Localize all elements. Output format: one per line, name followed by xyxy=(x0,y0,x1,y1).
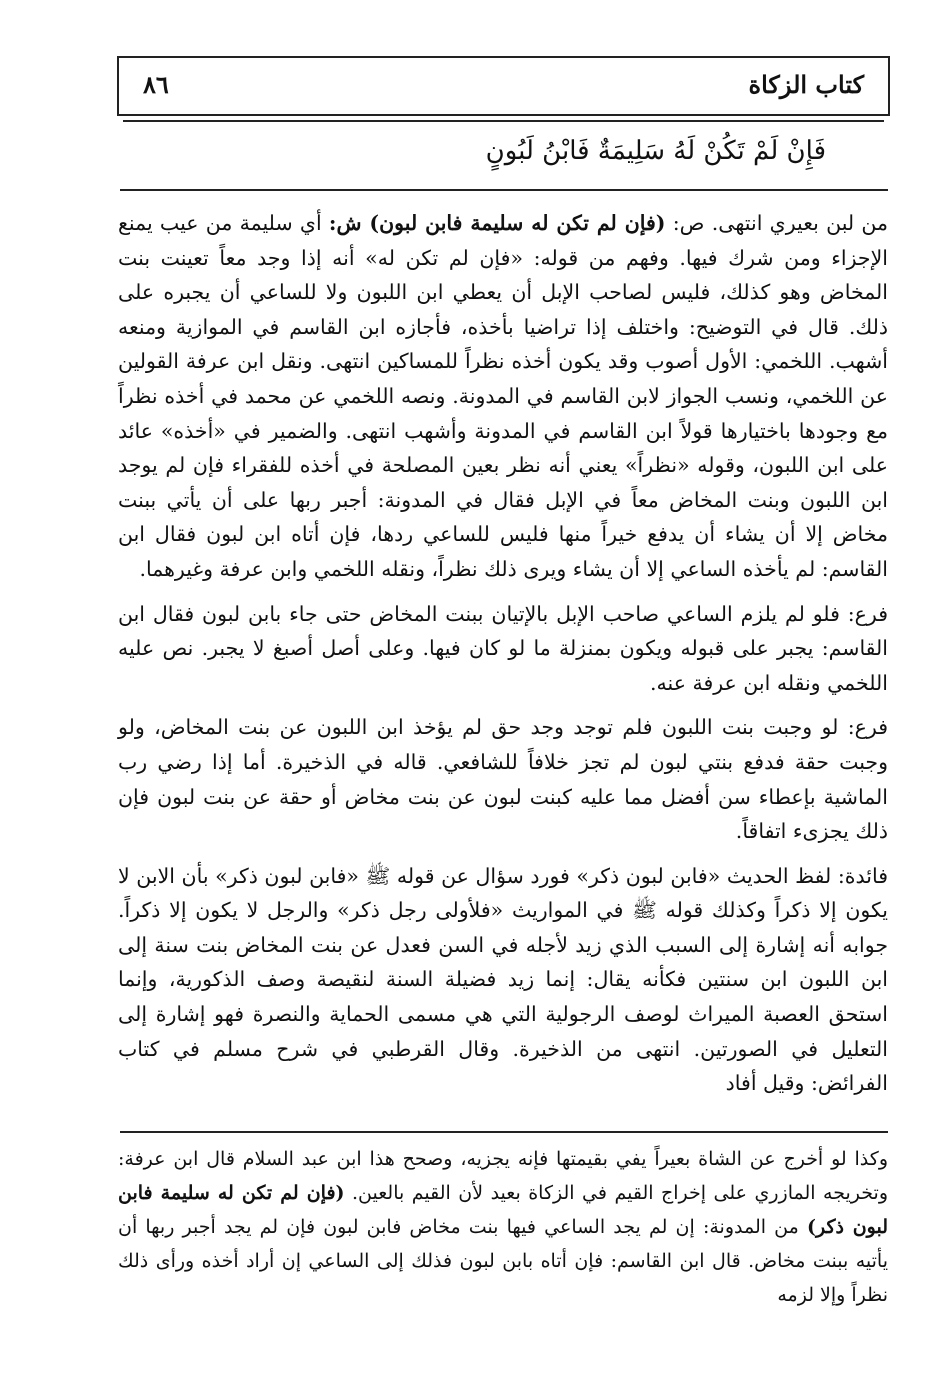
footnote-c: من المدونة: إن لم يجد الساعي فيها بنت مخاض فابن لبون فإن لم يجد أجبر ربها أن يأتيه ببنت مخاض. قال ابن القاسم: فإن أتاه بابن لبون فذلك إلى الساعي إن أراد أخذه ورأى ذلك نظراً وإلا لزمه xyxy=(118,1216,888,1306)
p1-text: أي سليمة من عيب يمنع الإجزاء ومن شرك فيها. وفهم من قوله: «فإن لم تكن له» أنه إذا وجد معاً تعينت بنت المخاض وهو كذلك، فليس لصاحب الإبل أن يعطي ابن اللبون ولا للساعي أن يجبره على ذلك. قال في التوضيح: واختلف إذا تراضيا بأخذه، فأجازه ابن القاسم في الموازية ومنعه أشهب. اللخمي: الأول أصوب وقد يكون أخذه نظراً للمساكين انتهى. ونقل ابن عرفة القولين عن اللخمي، ونسب الجواز لابن القاسم في المدونة. ونصه اللخمي عن محمد في أخذه نظراً مع وجودها باختيارها قولاً ابن القاسم في المدونة وأشهب انتهى. والضمير في «أخذه» عائد على ابن اللبون، وقوله «نظراً» يعني أنه نظر بعين المصلحة في أخذه للفقراء فإن لم يوجد ابن اللبون وبنت المخاض معاً في الإبل فقال في المدونة: أجبر ربها على أن يأتي ببنت مخاض إلا أن يشاء أن يدفع خيراً منها فليس للساعي ردها، فإن أتاه ابن لبون فقال ابن القاسم: لم يأخذه الساعي إلا أن يشاء ويرى ذلك نظراً، ونقله اللخمي وابن عرفة وغيرهما. xyxy=(118,211,888,581)
running-header xyxy=(117,56,890,116)
footnote-divider xyxy=(120,1131,888,1133)
paragraph-2: فرع: فلو لم يلزم الساعي صاحب الإبل بالإتيان ببنت المخاض حتى جاء بابن لبون فقال ابن القاسم: يجبر على قبوله ويكون بمنزلة ما لو كان فيها. وعلى أصل أصبغ لا يجبر. نص عليه اللخمي ونقله ابن عرفة عنه. xyxy=(118,601,888,695)
footnote-paragraph xyxy=(118,1142,888,1312)
chapter-title: كتاب الزكاة xyxy=(748,70,864,99)
top-divider xyxy=(120,189,888,191)
footnote-a: وكذا لو أخرج عن الشاة بعيراً يفي بقيمتها فإنه يجزيه، وصحح هذا ابن عبد السلام قال ابن عرفة: وتخريجه المازري على إخراج القيم في الزكاة بعيد لأن القيم بالعين. xyxy=(118,1148,888,1204)
matn-verse: فَإِنْ لَمْ تَكُنْ لَهُ سَلِيمَةٌ فَابْنُ لَبُونٍ xyxy=(485,136,826,166)
p1-quote: (فإن لم تكن له سليمة فابن لبون) ش: xyxy=(328,211,666,235)
page-number: ٨٦ xyxy=(143,70,169,99)
paragraph-3: فرع: لو وجبت بنت اللبون فلم توجد وجد حق لم يؤخذ ابن اللبون عن بنت المخاض، ولو وجبت حقة فدفع بنتي لبون لم تجز خلافاً للشافعي. قاله في الذخيرة. أما إذا رضي رب الماشية بإعطاء سن أفضل مما عليه كبنت لبون عن بنت مخاض أو حقة عن بنت لبون فإن ذلك يجزىء اتفاقاً. xyxy=(118,715,888,844)
footnote-quote: (فإن لم تكن له سليمة فابن لبون ذكر) xyxy=(118,1182,888,1238)
paragraph-4: فائدة: لفظ الحديث «فابن لبون ذكر» فورد سؤال عن قوله ﷺ «فابن لبون ذكر» بأن الابن لا يكون إلا ذكراً وكذلك قوله ﷺ في المواريث «فلأولى رجل ذكر» والرجل لا يكون إلا ذكراً. جوابه أنه إشارة إلى السبب الذي زيد لأجله في السن فعدل عن بنت المخاض بنت سنة إلى ابن اللبون ابن سنتين فكأنه يقال: إنما زيد فضيلة السنة لنقيصة وصف الذكورية، وإنما استحق العصبة الميراث لوصف الرجولية التي هي مسمى الحماية والنصرة فهو إشارة إلى التعليل في الصورتين. انتهى من الذخيرة. وقال القرطبي في شرح مسلم في كتاب الفرائض: وقيل أفاد xyxy=(118,863,888,1096)
p1-intro: من لبن بعيري انتهى. ص: xyxy=(665,211,888,235)
commentary-body xyxy=(118,206,888,1101)
footnote-text xyxy=(118,1142,888,1312)
paragraph-1 xyxy=(118,206,888,587)
